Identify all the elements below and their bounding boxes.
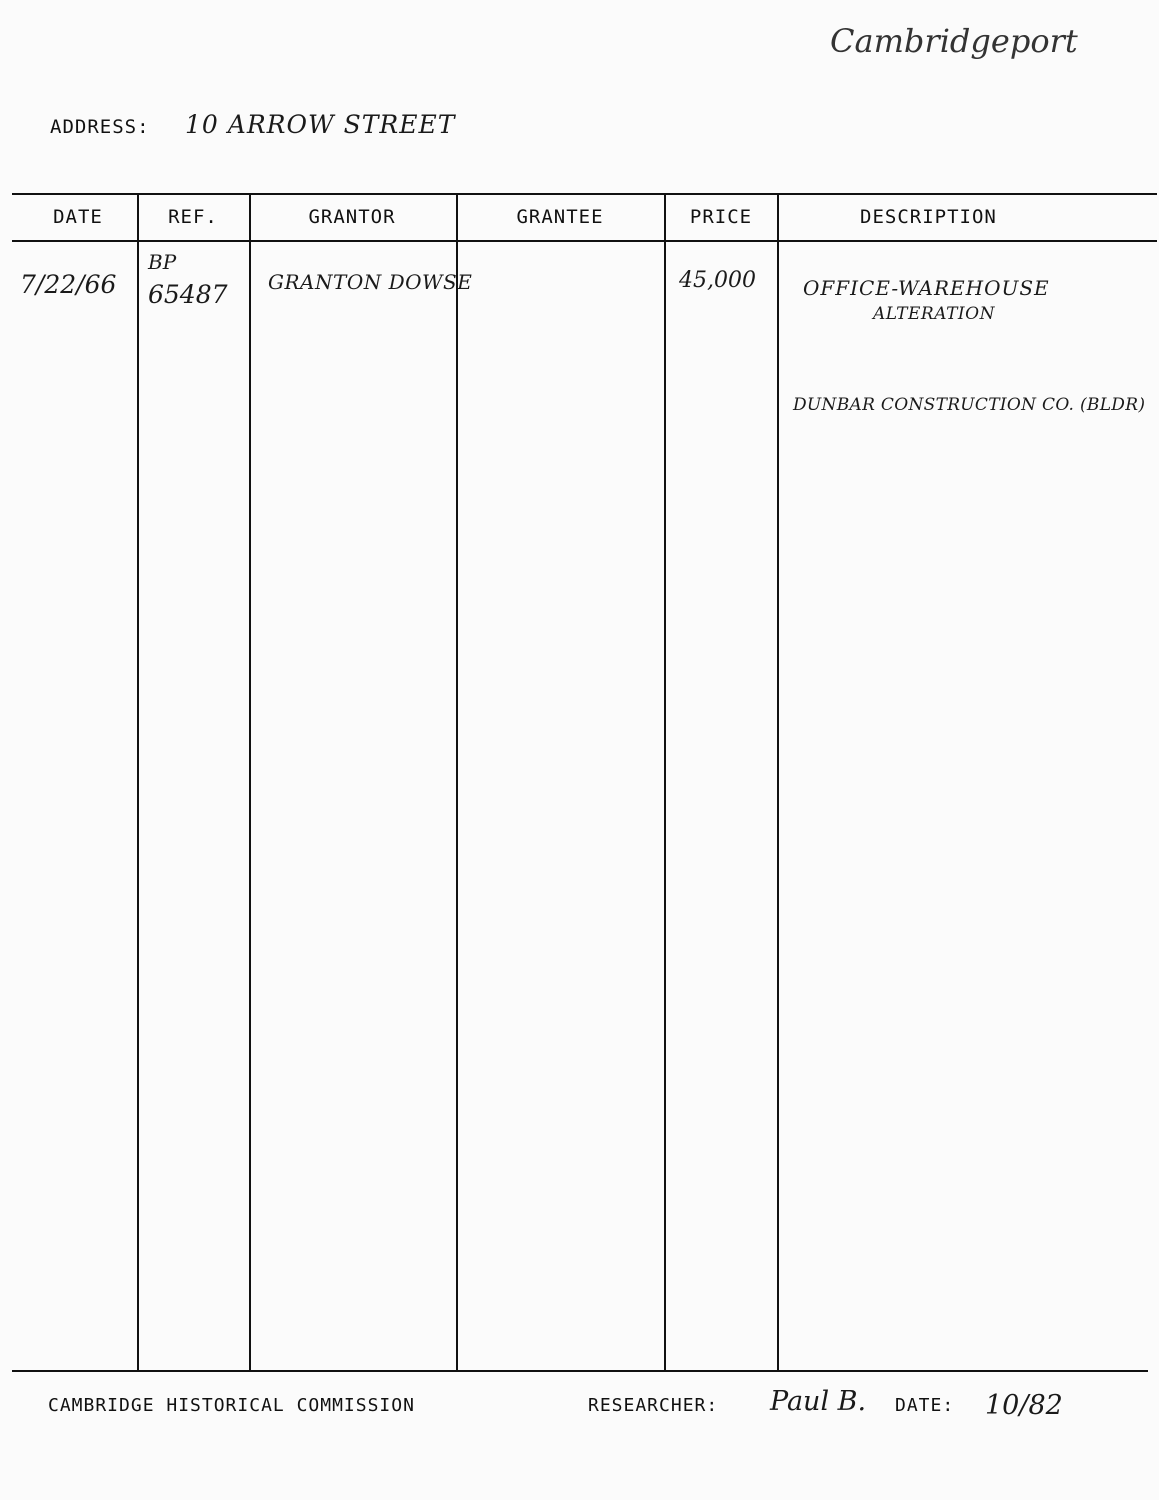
researcher-label: RESEARCHER: [588, 1395, 719, 1416]
cell-grantor: GRANTON DOWSE [268, 270, 473, 294]
address-label: ADDRESS: [50, 116, 150, 138]
cell-description-line1: OFFICE-WAREHOUSE [803, 276, 1050, 300]
column-header-ref: REF. [168, 206, 218, 228]
column-header-grantor: GRANTOR [308, 206, 396, 228]
footer-date-value: 10/82 [985, 1390, 1063, 1421]
footer-date-label: DATE: [895, 1395, 955, 1416]
corner-note: Cambridgeport [830, 22, 1078, 60]
commission-name: CAMBRIDGE HISTORICAL COMMISSION [48, 1395, 415, 1416]
column-header-date: DATE [53, 206, 103, 228]
column-header-grantee: GRANTEE [516, 206, 604, 228]
cell-price: 45,000 [679, 268, 756, 293]
column-header-description: DESCRIPTION [860, 206, 997, 228]
column-header-price: PRICE [689, 206, 753, 228]
address-value: 10 ARROW STREET [185, 110, 456, 139]
cell-ref-prefix: BP [148, 250, 177, 274]
cell-description-line3: DUNBAR CONSTRUCTION CO. (BLDR) [793, 395, 1146, 415]
cell-ref-number: 65487 [148, 280, 228, 309]
cell-date: 7/22/66 [20, 270, 117, 299]
cell-description-line2: ALTERATION [873, 304, 995, 324]
researcher-signature: Paul B. [770, 1386, 867, 1417]
